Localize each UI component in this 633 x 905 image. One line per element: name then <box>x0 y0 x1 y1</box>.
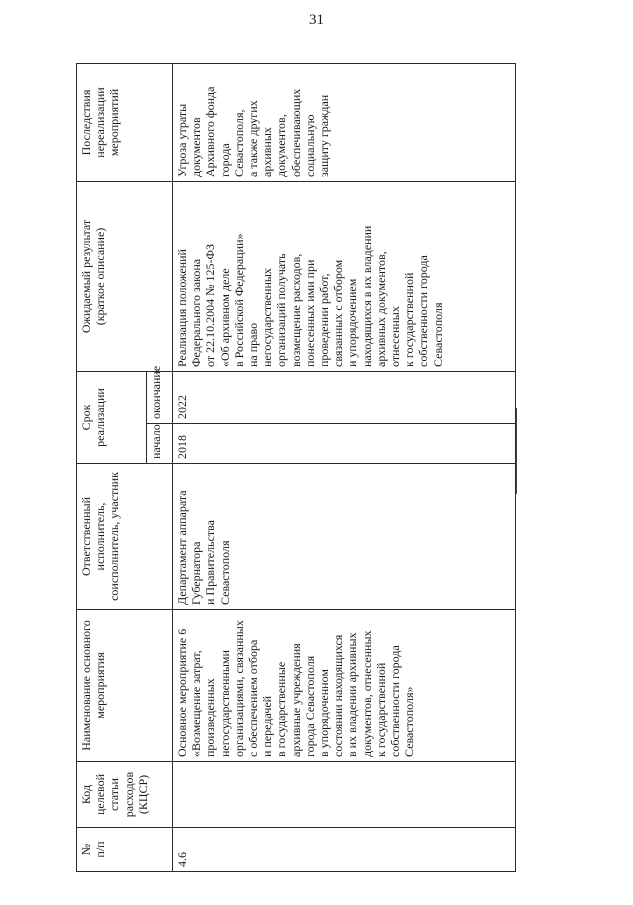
header-result: Ожидаемый результат (краткое описание) <box>77 181 173 371</box>
cell-name: Основное мероприятие 6 «Возмещение затрат, произведенных негосударственными организациями, связанных с обеспечением отбора и передачей в государственные архивные учреждения города Севастополя в упорядоченном состоянии находящихся в их владении архивных документов, отнесенных к государственной собственности города Севастополя» <box>175 620 417 757</box>
header-num: № п/п <box>77 828 173 872</box>
header-start: начало <box>147 424 173 464</box>
header-code: Код целевой статьи расходов (КЦСР) <box>77 762 173 828</box>
table-row <box>173 63 516 871</box>
cell-start: 2018 <box>175 435 189 459</box>
cell-consequences: Угроза утраты документов Архивного фонда города Севастополя, а также других архивных документов, обеспечивающих социальную защиту граждан <box>175 86 332 177</box>
header-consequences: Последствия нереализации мероприятий <box>77 63 173 181</box>
measures-table <box>76 63 516 872</box>
header-end: окончание <box>147 371 173 423</box>
separator-line <box>516 408 517 494</box>
rotated-table-page <box>76 64 516 872</box>
header-responsible: Ответственный исполнитель, соисполнитель, участник <box>77 464 173 610</box>
page-number: 31 <box>309 12 324 28</box>
cell-responsible: Департамент аппарата Губернатора и Правительства Севастополя <box>175 490 232 605</box>
header-name: Наименование основного мероприятия <box>77 610 173 762</box>
cell-num: 4.6 <box>175 852 189 867</box>
cell-result: Реализация положений Федерального закона от 22.10.2004 № 125-ФЗ «Об архивном деле в Российской Федерации» на право негосударственных организаций получать возмещение расходов, понесенных ими при проведении работ, связанных с отбором и упорядочением находящихся в их владении архивных документов, отнесенных к государственной собственности города Севастополя <box>175 225 445 367</box>
header-period: Срок реализации <box>77 371 147 463</box>
cell-end: 2022 <box>175 395 189 419</box>
